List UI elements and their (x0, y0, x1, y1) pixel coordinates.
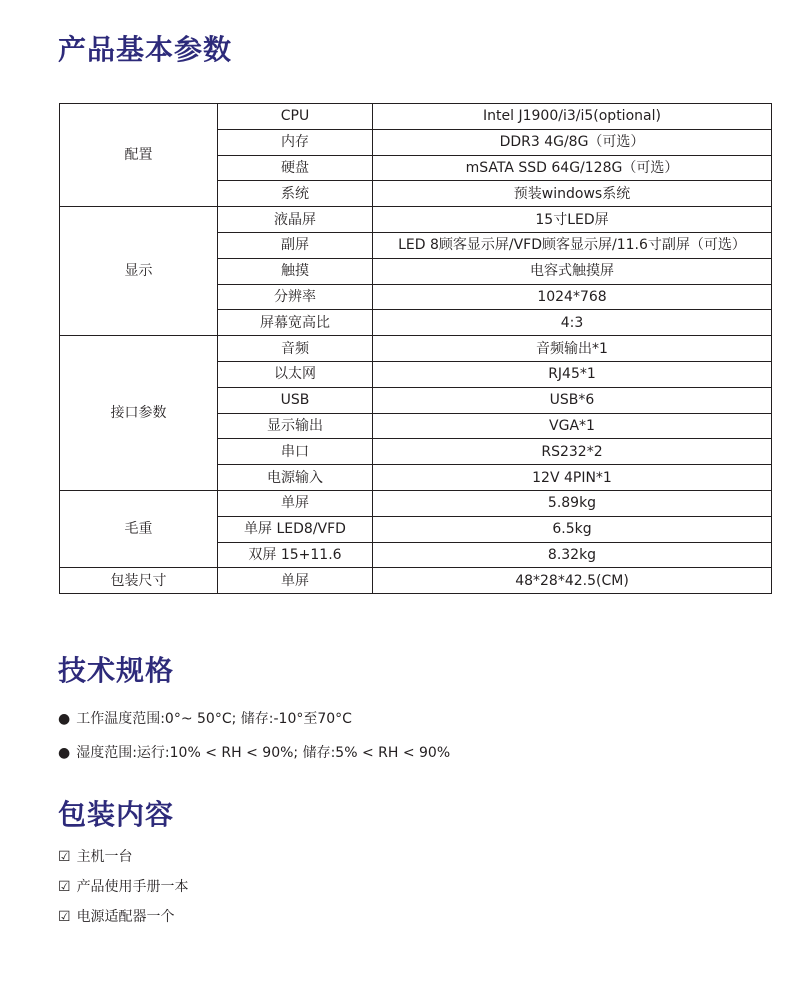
category-cell: 毛重 (60, 490, 218, 567)
package-item-text: 主机一台 (76, 849, 133, 865)
item-cell: 单屏 (218, 568, 373, 594)
item-cell: 系统 (218, 181, 373, 207)
category-cell: 配置 (60, 104, 218, 207)
category-cell: 显示 (60, 207, 218, 336)
value-cell: 1024*768 (373, 284, 772, 310)
spec-table (59, 103, 772, 594)
table-row (60, 490, 772, 516)
spec-bullet-text: 湿度范围:运行:10% < RH < 90%; 储存:5% < RH < 90% (76, 745, 451, 761)
item-cell: CPU (218, 104, 373, 130)
item-cell: 液晶屏 (218, 207, 373, 233)
category-cell: 接口参数 (60, 336, 218, 491)
value-cell: 12V 4PIN*1 (373, 465, 772, 491)
spec-bullet-item (58, 709, 450, 743)
package-item (58, 907, 189, 937)
checkbox-icon: ☑ (58, 909, 71, 925)
value-cell: Intel J1900/i3/i5(optional) (373, 104, 772, 130)
value-cell: 5.89kg (373, 490, 772, 516)
section-heading-params: 产品基本参数 (58, 33, 233, 66)
value-cell: 预装windows系统 (373, 181, 772, 207)
bullet-icon: ● (58, 745, 71, 761)
package-list (58, 847, 189, 937)
value-cell: 4:3 (373, 310, 772, 336)
spec-bullet-list (58, 709, 450, 777)
spec-bullet-text: 工作温度范围:0°~ 50°C; 储存:-10°至70°C (76, 711, 352, 727)
checkbox-icon: ☑ (58, 879, 71, 895)
package-item-text: 产品使用手册一本 (76, 879, 189, 895)
item-cell: 以太网 (218, 361, 373, 387)
bullet-icon: ● (58, 711, 71, 727)
section-heading-pack: 包装内容 (58, 798, 175, 831)
item-cell: 双屏 15+11.6 (218, 542, 373, 568)
item-cell: 分辨率 (218, 284, 373, 310)
value-cell: RS232*2 (373, 439, 772, 465)
table-row (60, 568, 772, 594)
item-cell: 副屏 (218, 232, 373, 258)
value-cell: 6.5kg (373, 516, 772, 542)
value-cell: mSATA SSD 64G/128G（可选） (373, 155, 772, 181)
item-cell: 单屏 (218, 490, 373, 516)
package-item (58, 877, 189, 907)
item-cell: 电源输入 (218, 465, 373, 491)
section-heading-spec: 技术规格 (58, 654, 175, 687)
item-cell: 单屏 LED8/VFD (218, 516, 373, 542)
item-cell: 触摸 (218, 258, 373, 284)
value-cell: 8.32kg (373, 542, 772, 568)
value-cell: 电容式触摸屏 (373, 258, 772, 284)
value-cell: DDR3 4G/8G（可选） (373, 129, 772, 155)
item-cell: 音频 (218, 336, 373, 362)
package-item (58, 847, 189, 877)
table-row (60, 207, 772, 233)
package-item-text: 电源适配器一个 (76, 909, 175, 925)
item-cell: USB (218, 387, 373, 413)
value-cell: 48*28*42.5(CM) (373, 568, 772, 594)
value-cell: VGA*1 (373, 413, 772, 439)
value-cell: LED 8顾客显示屏/VFD顾客显示屏/11.6寸副屏（可选） (373, 232, 772, 258)
item-cell: 屏幕宽高比 (218, 310, 373, 336)
item-cell: 串口 (218, 439, 373, 465)
value-cell: USB*6 (373, 387, 772, 413)
item-cell: 内存 (218, 129, 373, 155)
table-row (60, 336, 772, 362)
value-cell: 15寸LED屏 (373, 207, 772, 233)
table-row (60, 104, 772, 130)
checkbox-icon: ☑ (58, 849, 71, 865)
value-cell: RJ45*1 (373, 361, 772, 387)
value-cell: 音频输出*1 (373, 336, 772, 362)
category-cell: 包装尺寸 (60, 568, 218, 594)
item-cell: 硬盘 (218, 155, 373, 181)
item-cell: 显示输出 (218, 413, 373, 439)
spec-bullet-item (58, 743, 450, 777)
